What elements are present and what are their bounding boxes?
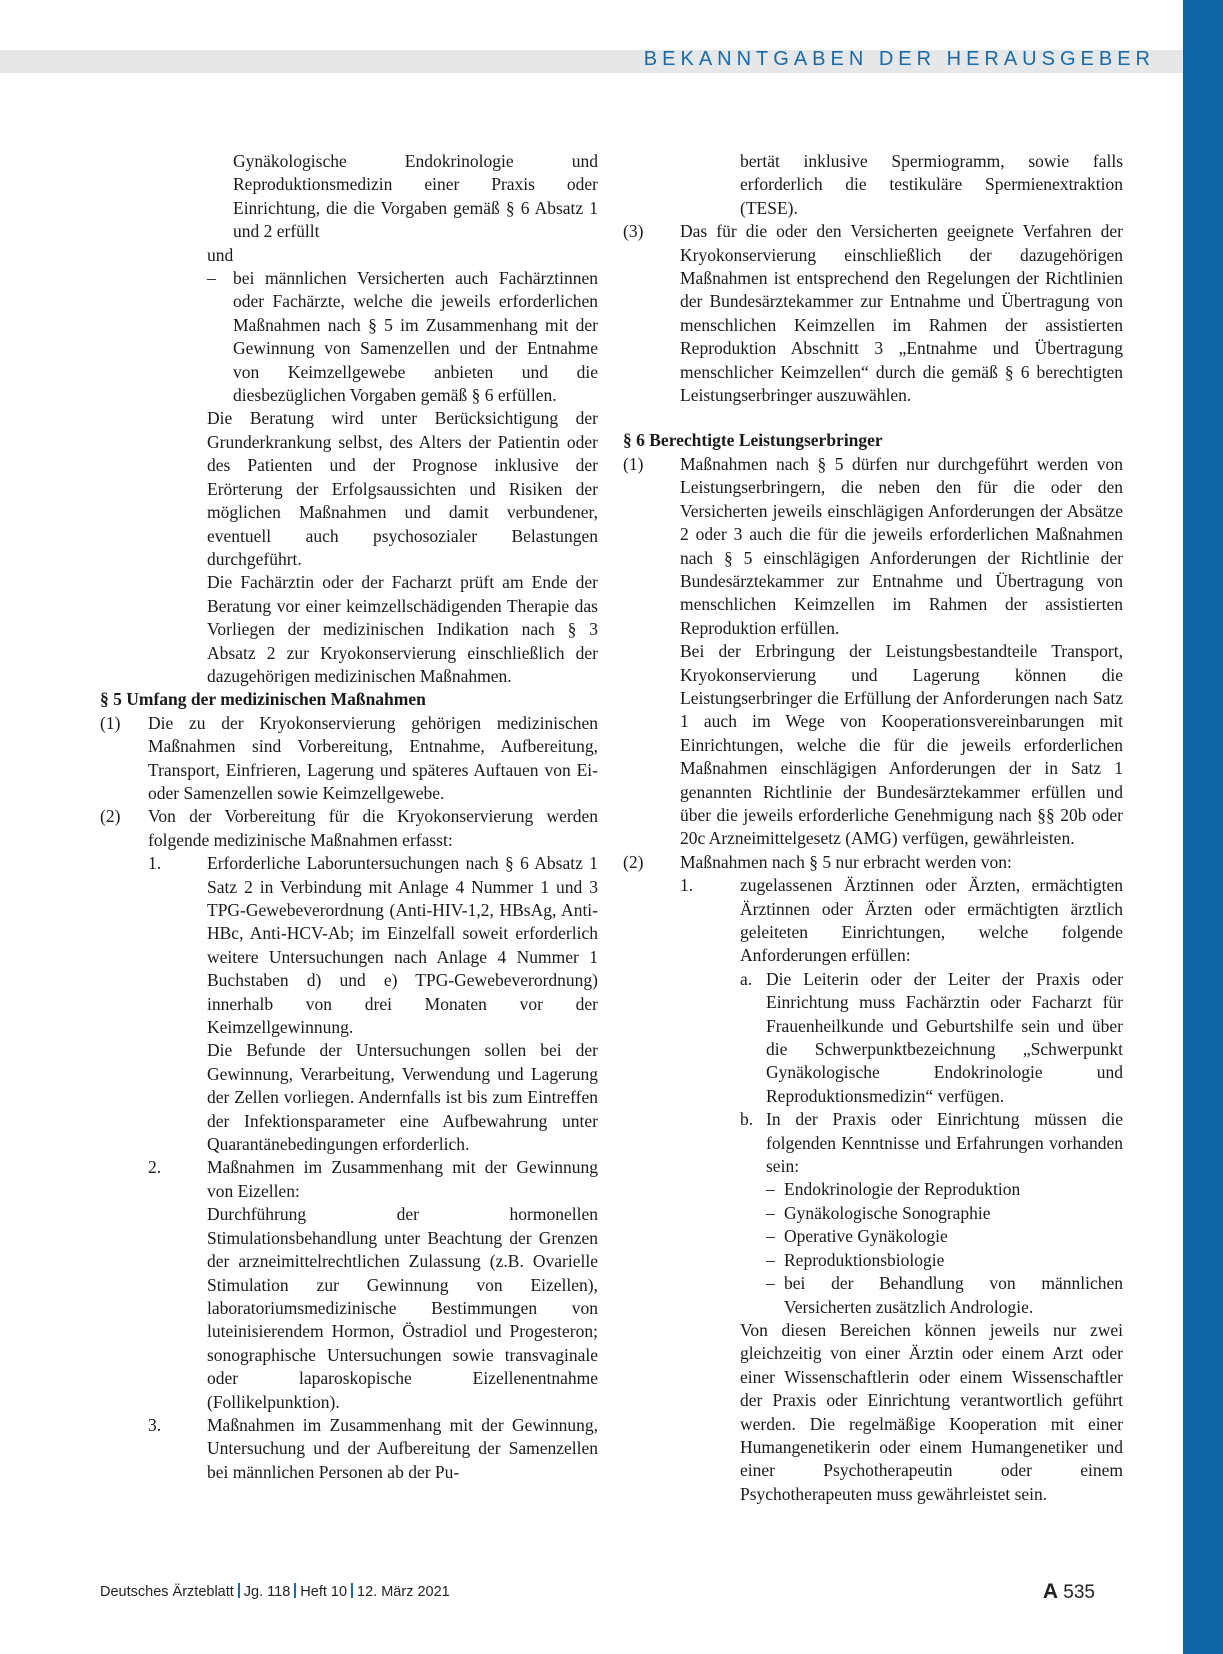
subsection-number: (1) (100, 712, 121, 733)
enum-number: 1. (680, 875, 694, 896)
page-number (1043, 1580, 1095, 1604)
dash-item-text: Endokrinologie der Reproduktion (784, 1179, 1021, 1200)
enum-item-extra: Durchführung der hormonellen Stimulationsbehandlung unter Beachtung der Grenzen der arzneimittelrechtlichen Zulassung (z.B. Ovarielle Stimulation zur Gewinnung von Eizellen), laboratoriumsmedizinische Bestimmungen von luteinisierendem Hormon, Östradiol und Progesteron; sonographische Untersuchungen sowie transvaginale oder laparoskopische Eizellenentnahme (Follikelpunktion). (207, 1204, 598, 1412)
section-5-subsection-1 (100, 712, 598, 806)
sub-item-text: In der Praxis oder Einrichtung müssen die folgenden Kenntnisse und Erfahrungen vorhanden sein: (766, 1109, 1123, 1177)
dash-marker: – (207, 268, 216, 289)
subsection-text: Maßnahmen nach § 5 dürfen nur durchgeführt werden von Leistungserbringern, die neben den für die oder den Versicherten jeweils einschlägigen Anforderungen der Absätze 2 oder 3 auch die für die jeweils erforderlichen Maßnahmen nach § 5 einschlägigen Anforderungen der Richtlinie der Bundesärztekammer zur Entnahme und Übertragung von menschlichen Keimzellen im Rahmen der assistierten Reproduktion erfüllen. (680, 453, 1123, 638)
enum-item-1 (148, 852, 598, 1156)
dash-marker: – (766, 1226, 775, 1247)
enum-item-text: Maßnahmen im Zusammenhang mit der Gewinnung, Untersuchung und der Aufbereitung der Samenzellen bei männlichen Personen ab der Pu- (207, 1414, 598, 1482)
paragraph-closing: Von diesen Bereichen können jeweils nur zwei gleichzeitig von einer Ärztin oder einem Arzt oder einer Wissenschaftlerin oder einem Wissenschaftler der Praxis oder Einrichtung verantwortlich geführt werden. Die regelmäßige Kooperation mit einer Humangenetikerin oder einem Humangenetiker und einer Psychotherapeutin oder einem Psychotherapeuten muss gewährleistet sein. (740, 1319, 1123, 1504)
enum-item-text: zugelassenen Ärztinnen oder Ärzten, ermächtigten Ärztinnen oder Ärzten oder ermächtigten ärztlich geleiteten Einrichtungen, welche folgende Anforderungen erfüllen: (740, 875, 1123, 966)
enum-item-2 (148, 1156, 598, 1413)
subsection-number: (1) (623, 453, 644, 474)
paragraph-continuation: bertät inklusive Spermiogramm, sowie falls erforderlich die testikuläre Spermienextraktion (TESE). (740, 151, 1123, 218)
dash-marker: – (766, 1249, 775, 1270)
dash-item-text: bei männlichen Versicherten auch Fachärztinnen oder Fachärzte, welche die jeweils erforderlichen Maßnahmen nach § 5 im Zusammenhang mit der Gewinnung von Samenzellen und der Entnahme von Keimzellgewebe anbieten und die diesbezüglichen Vorgaben gemäß § 6 erfüllen. (233, 268, 598, 406)
subsection-text: Die zu der Kryokonservierung gehörigen medizinischen Maßnahmen sind Vorbereitung, Entnahme, Aufbereitung, Transport, Einfrieren, Lagerung und späteres Auftauen von Ei- oder Samenzellen sowie Keimzellgewebe. (148, 712, 598, 803)
dash-list-item (766, 1202, 1123, 1225)
dash-list-item (766, 1249, 1123, 1272)
subsection-extra: Bei der Erbringung der Leistungsbestandteile Transport, Kryokonservierung und Lagerung können die Leistungserbringer die Erfüllung der Anforderungen nach Satz 1 auch im Wege von Kooperationsvereinbarungen mit Einrichtungen, welche die für die jeweils erforderlichen Maßnahmen einschlägigen Anforderungen der in Satz 1 genannten Richtlinie der Bundesärztekammer erfüllen und über die jeweils erforderliche Genehmigung nach §§ 20b oder 20c Arzneimittelgesetz (AMG) verfügen, gewährleisten. (680, 641, 1123, 849)
section-5-subsection-2 (100, 805, 598, 852)
paragraph-intro-continuation: Gynäkologische Endokrinologie und Reproduktionsmedizin einer Praxis oder Einrichtung, die die Vorgaben gemäß § 6 Absatz 1 und 2 erfüllt (233, 151, 598, 242)
footer-separator (351, 1583, 353, 1598)
paragraph-und: und (207, 244, 234, 265)
section-header-title: BEKANNTGABEN DER HERAUSGEBER (643, 48, 1155, 70)
subsection-number: (3) (623, 221, 644, 242)
footer-issue: Heft 10 (300, 1584, 348, 1600)
subsection-body (680, 453, 1123, 851)
dash-list-item (766, 1272, 1123, 1319)
left-column (100, 150, 598, 1484)
section-5-subsection-3 (623, 220, 1123, 407)
dash-item-text: Reproduktionsbiologie (784, 1249, 945, 1270)
enum-item-3 (148, 1414, 598, 1484)
section-6-heading: § 6 Berechtigte Leistungserbringer (623, 430, 883, 451)
subsection-number: (2) (623, 851, 644, 872)
subsection-number: (2) (100, 806, 121, 827)
subsection-text: Von der Vorbereitung für die Kryokonservierung werden folgende medizinische Maßnahmen erfasst: (148, 806, 598, 850)
sub-item-text: Die Leiterin oder der Leiter der Praxis oder Einrichtung muss Fachärztin oder Facharzt für Frauenheilkunde und Geburtshilfe sein und über die Schwerpunktbezeichnung „Schwerpunkt Gynäkologische Endokrinologie und Reproduktionsmedizin“ verfügen. (766, 968, 1123, 1106)
footer-journal: Deutsches Ärzteblatt (100, 1584, 234, 1600)
dash-marker: – (766, 1273, 775, 1294)
section-6-subsection-1 (623, 453, 1123, 851)
right-column (623, 150, 1123, 1506)
subsection-text: Maßnahmen nach § 5 nur erbracht werden von: (680, 851, 1012, 872)
side-accent-bar (1183, 0, 1223, 1654)
sub-item-a (740, 968, 1123, 1108)
footer-volume: Jg. 118 (243, 1584, 291, 1600)
page-number-value: 535 (1063, 1582, 1095, 1603)
paragraph-beratung: Die Beratung wird unter Berücksichtigung der Grunderkrankung selbst, des Alters der Patientin oder des Patienten und der Prognose inklusive der Erörterung der Erfolgsaussichten und Risiken der möglichen Maßnahmen und damit verbundener, eventuell auch psychosozialer Belastungen durchgeführt. (207, 408, 598, 569)
dash-item-text: bei der Behandlung von männlichen Versicherten zusätzlich Andrologie. (784, 1273, 1123, 1317)
section-6-subsection-2 (623, 851, 1123, 874)
footer-separator (294, 1583, 296, 1598)
dash-list-item (766, 1178, 1123, 1201)
subsection-text: Das für die oder den Versicherten geeignete Verfahren der Kryokonservierung einschließlich der dazugehörigen Maßnahmen ist entsprechend den Regelungen der Richtlinien der Bundesärztekammer zur Entnahme und Übertragung von menschlichen Keimzellen im Rahmen der assistierten Reproduktion Abschnitt 3 „Entnahme und Übertragung menschlicher Keimzellen“ durch die gemäß § 6 berechtigten Leistungserbringer auszuwählen. (680, 221, 1123, 406)
dash-item-text: Operative Gynäkologie (784, 1226, 948, 1247)
page-prefix: A (1042, 1580, 1059, 1603)
sub-item-b (740, 1108, 1123, 1178)
dash-marker: – (766, 1202, 775, 1223)
enum-item-text: Erforderliche Laboruntersuchungen nach § 6 Absatz 1 Satz 2 in Verbindung mit Anlage 4 Nummer 1 und 3 TPG-Gewebeverordnung (Anti-HIV-1,2, HBsAg, Anti-HBc, Anti-HCV-Ab; im Einzelfall soweit erforderlich weitere Untersuchungen nach Anlage 4 Nummer 1 Buchstaben d) und e) TPG-Gewebeverordnung) innerhalb von drei Monaten vor der Keimzellgewinnung. (207, 853, 598, 1038)
sub-item-letter: b. (740, 1109, 754, 1130)
dash-item-text: Gynäkologische Sonographie (784, 1202, 991, 1223)
enum-item-1 (680, 874, 1123, 968)
paragraph-pruefung: Die Fachärztin oder der Facharzt prüft am Ende der Beratung vor einer keimzellschädigenden Therapie das Vorliegen der medizinischen Indikation nach § 3 Absatz 2 zur Kryokonservierung einschließlich der dazugehörigen medizinischen Maßnahmen. (207, 572, 598, 686)
dash-list-item (207, 267, 598, 407)
sub-item-letter: a. (740, 968, 753, 989)
enum-item-body (207, 1156, 598, 1413)
footer-date: 12. März 2021 (357, 1584, 450, 1600)
dash-marker: – (766, 1179, 775, 1200)
enum-number: 1. (148, 853, 162, 874)
enum-number: 3. (148, 1414, 162, 1435)
footer-separator (238, 1583, 240, 1598)
dash-list-item (766, 1225, 1123, 1248)
enum-number: 2. (148, 1157, 162, 1178)
enum-item-body (207, 852, 598, 1156)
enum-item-text: Maßnahmen im Zusammenhang mit der Gewinnung von Eizellen: (207, 1157, 598, 1201)
enum-item-extra: Die Befunde der Untersuchungen sollen bei der Gewinnung, Verarbeitung, Verwendung und Lagerung der Zellen vorliegen. Andernfalls ist bis zum Eintreffen der Infektionsparameter eine Aufbewahrung unter Quarantänebedingungen erforderlich. (207, 1040, 598, 1155)
footer-citation (100, 1583, 450, 1600)
section-5-heading: § 5 Umfang der medizinischen Maßnahmen (100, 689, 426, 710)
